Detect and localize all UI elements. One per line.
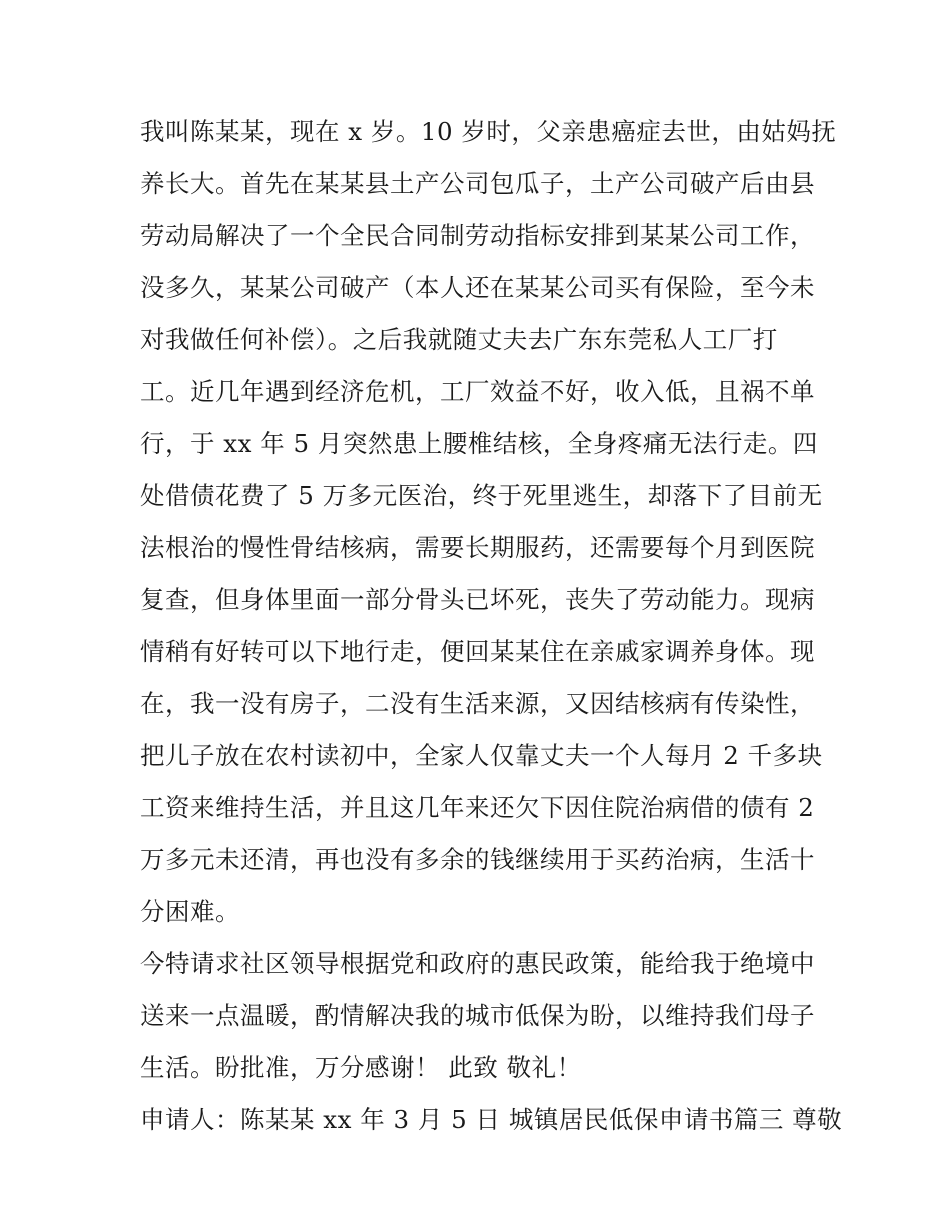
text-line: 复查，但身体里面一部分骨头已坏死，丧失了劳动能力。现病 [140, 585, 815, 614]
text-line: 分困难。 [140, 897, 240, 926]
text-line: 劳动局解决了一个全民合同制劳动指标安排到某某公司工作， [140, 221, 815, 250]
text-line: 在，我一没有房子，二没有生活来源，又因结核病有传染性， [140, 689, 815, 718]
text-line: 万多元未还清，再也没有多余的钱继续用于买药治病，生活十 [140, 845, 815, 874]
text-line: 申请人：陈某某 xx 年 3 月 5 日 城镇居民低保申请书篇三 尊敬 [140, 1105, 843, 1134]
text-line: 送来一点温暖，酌情解决我的城市低保为盼，以维持我们母子 [140, 1001, 815, 1030]
text-line: 今特请求社区领导根据党和政府的惠民政策，能给我于绝境中 [140, 949, 815, 978]
text-line: 生活。盼批准，万分感谢！ 此致 敬礼！ [140, 1053, 582, 1082]
text-line: 把儿子放在农村读初中，全家人仅靠丈夫一个人每月 2 千多块 [140, 741, 823, 770]
text-line: 养长大。首先在某某县土产公司包瓜子，土产公司破产后由县 [140, 169, 815, 198]
text-line: 工资来维持生活，并且这几年来还欠下因住院治病借的债有 2 [140, 793, 815, 822]
text-line: 对我做任何补偿）。之后我就随丈夫去广东东莞私人工厂打 [140, 325, 778, 354]
document-body [140, 106, 843, 1146]
text-line: 情稍有好转可以下地行走，便回某某住在亲戚家调养身体。现 [140, 637, 815, 666]
text-line: 工。近几年遇到经济危机，工厂效益不好，收入低，且祸不单 [140, 377, 815, 406]
text-line: 行，于 xx 年 5 月突然患上腰椎结核，全身疼痛无法行走。四 [140, 429, 818, 458]
text-line: 我叫陈某某，现在 x 岁。10 岁时，父亲患癌症去世，由姑妈抚 [140, 117, 837, 146]
text-line: 处借债花费了 5 万多元医治，终于死里逃生，却落下了目前无 [140, 481, 823, 510]
text-line: 没多久，某某公司破产（本人还在某某公司买有保险，至今未 [140, 273, 815, 302]
text-line: 法根治的慢性骨结核病，需要长期服药，还需要每个月到医院 [140, 533, 815, 562]
